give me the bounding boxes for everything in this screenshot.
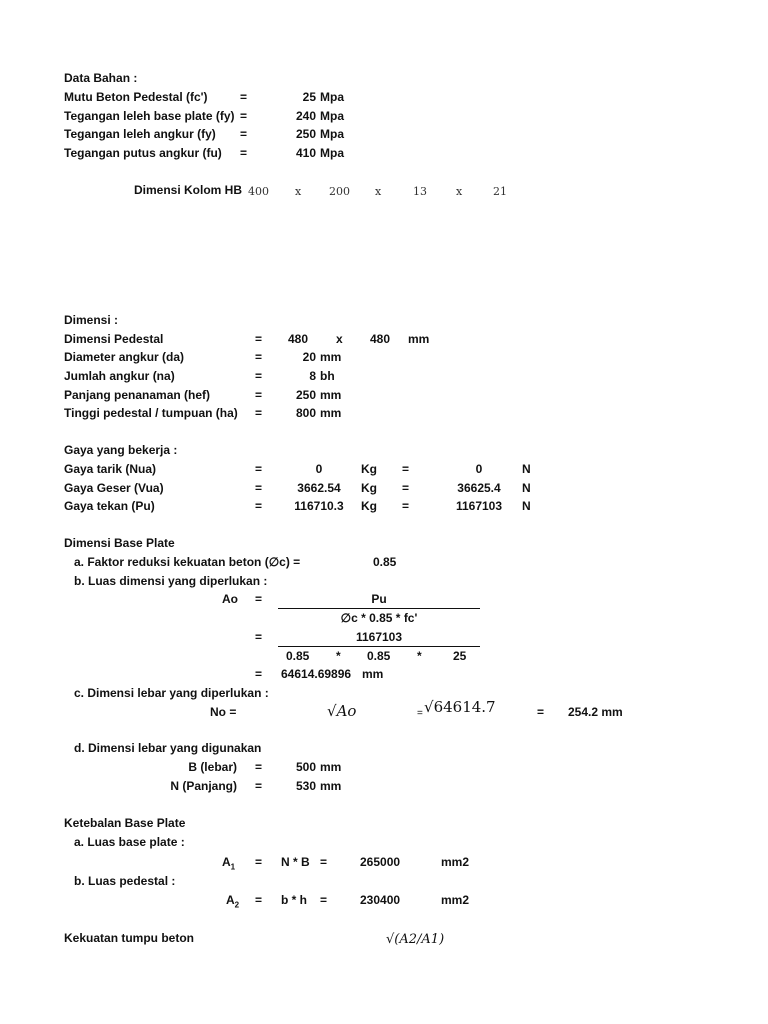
- pedestal-x: x: [336, 332, 343, 346]
- b-lebar-value: 500: [295, 760, 316, 774]
- eq-sign: =: [255, 462, 263, 476]
- mutu-beton-value: 25: [302, 90, 316, 104]
- kg-unit: Kg: [361, 481, 377, 495]
- fy-angkur-value: 250: [295, 127, 316, 141]
- sqrt-ao-expr: Ao: [336, 702, 357, 720]
- eq-sign: =: [402, 481, 410, 495]
- den-factor: 0.85: [367, 649, 391, 663]
- eq-sign: =: [402, 462, 410, 476]
- tinggi-pedestal-unit: mm: [320, 406, 342, 420]
- eq-sign: =: [255, 779, 263, 793]
- panjang-penanaman-unit: mm: [320, 388, 342, 402]
- a1-letter: A: [222, 855, 231, 869]
- sqrt-icon: √: [424, 698, 434, 716]
- ketebalan-heading: Ketebalan Base Plate: [64, 816, 186, 830]
- kekuatan-tumpu-label: Kekuatan tumpu beton: [64, 931, 195, 945]
- sqrt-icon: √: [327, 702, 337, 720]
- fy-base-plate-label: Tegangan leleh base plate (fy): [64, 109, 235, 123]
- fy-angkur-label: Tegangan leleh angkur (fy): [64, 127, 216, 141]
- sqrt-value: [424, 697, 496, 717]
- kolom-x: x: [375, 185, 382, 198]
- diameter-angkur-unit: mm: [320, 350, 342, 364]
- dimensi-kolom-label: Dimensi Kolom HB: [134, 183, 243, 197]
- eq-sign: =: [255, 893, 263, 907]
- fu-angkur-value: 410: [295, 146, 316, 160]
- fraction-denominator: ∅c * 0.85 * fc': [340, 611, 418, 625]
- kolom-d4: 21: [493, 185, 507, 198]
- pedestal-unit: mm: [408, 332, 430, 346]
- n-panjang-unit: mm: [320, 779, 342, 793]
- fu-angkur-label: Tegangan putus angkur (fu): [64, 146, 222, 160]
- b-lebar-label: B (lebar): [188, 760, 237, 774]
- luas-base-plate-label: a. Luas base plate :: [74, 835, 185, 849]
- faktor-reduksi-value: 0.85: [373, 555, 397, 569]
- a2-letter: A: [226, 893, 235, 907]
- eq-sign: =: [255, 332, 263, 346]
- n-panjang-label: N (Panjang): [170, 779, 237, 793]
- lebar-digunakan-label: d. Dimensi lebar yang digunakan: [74, 741, 262, 755]
- tinggi-pedestal-value: 800: [295, 406, 316, 420]
- kekuatan-formula: [386, 930, 444, 950]
- fraction-bar: [278, 608, 480, 609]
- sqrt-value-number: 64614.7: [433, 698, 496, 716]
- mutu-beton-unit: Mpa: [320, 90, 344, 104]
- eq-sign: =: [255, 499, 263, 513]
- eq-sign-small: =: [417, 708, 423, 719]
- eq-sign: =: [255, 406, 263, 420]
- kolom-d2: 200: [329, 185, 350, 198]
- pedestal-v1: 480: [287, 332, 308, 346]
- gaya-tarik-kg: 0: [315, 462, 323, 476]
- eq-sign: =: [240, 146, 248, 160]
- eq-sign: =: [240, 109, 248, 123]
- tinggi-pedestal-label: Tinggi pedestal / tumpuan (ha): [64, 406, 238, 420]
- mutu-beton-label: Mutu Beton Pedestal (fc'): [64, 90, 208, 104]
- kekuatan-formula-expr: (A2/A1): [394, 932, 445, 947]
- a2-unit: mm2: [441, 893, 470, 907]
- ao-symbol: Ao: [222, 592, 238, 606]
- ao-result-unit: mm: [362, 667, 384, 681]
- diameter-angkur-label: Diameter angkur (da): [64, 350, 185, 364]
- kolom-d3: 13: [413, 185, 427, 198]
- sqrt-icon: √: [386, 932, 395, 947]
- a2-expr: b * h: [281, 893, 307, 907]
- eq-sign: =: [255, 760, 263, 774]
- den-times: *: [417, 649, 422, 663]
- n-unit: N: [522, 481, 531, 495]
- gaya-tarik-label: Gaya tarik (Nua): [64, 462, 157, 476]
- kg-unit: Kg: [361, 462, 377, 476]
- dimensi-lebar-label: c. Dimensi lebar yang diperlukan :: [74, 686, 269, 700]
- luas-dimensi-label: b. Luas dimensi yang diperlukan :: [74, 574, 268, 588]
- fraction-numerator: Pu: [371, 592, 387, 606]
- fy-angkur-unit: Mpa: [320, 127, 344, 141]
- dimensi-pedestal-label: Dimensi Pedestal: [64, 332, 164, 346]
- den-times: *: [336, 649, 341, 663]
- dimensi-heading: Dimensi :: [64, 313, 119, 327]
- luas-pedestal-label: b. Luas pedestal :: [74, 874, 176, 888]
- eq-sign: =: [240, 127, 248, 141]
- a2-symbol: [226, 893, 239, 912]
- gaya-tekan-n: 1167103: [455, 499, 503, 513]
- eq-sign: =: [255, 369, 263, 383]
- eq-sign: =: [240, 90, 248, 104]
- gaya-geser-n: 36625.4: [457, 481, 501, 495]
- eq-sign: =: [255, 667, 263, 681]
- no-result: [568, 705, 623, 720]
- base-plate-heading: Dimensi Base Plate: [64, 536, 175, 550]
- ao-result: 64614.69896: [281, 667, 352, 681]
- no-symbol: No =: [210, 705, 237, 719]
- kolom-x: x: [295, 185, 302, 198]
- fu-angkur-unit: Mpa: [320, 146, 344, 160]
- fraction-numerator-value: 1167103: [355, 630, 403, 644]
- pedestal-v2: 480: [369, 332, 390, 346]
- gaya-geser-label: Gaya Geser (Vua): [64, 481, 164, 495]
- diameter-angkur-value: 20: [302, 350, 316, 364]
- n-unit: N: [522, 462, 531, 476]
- kolom-x: x: [456, 185, 463, 198]
- sqrt-ao: [327, 701, 356, 721]
- kolom-d1: 400: [248, 185, 269, 198]
- panjang-penanaman-value: 250: [295, 388, 316, 402]
- n-panjang-value: 530: [295, 779, 316, 793]
- gaya-geser-kg: 3662.54: [297, 481, 341, 495]
- a2-sub: 2: [234, 900, 240, 910]
- faktor-reduksi-label: a. Faktor reduksi kekuatan beton (∅c) =: [74, 555, 301, 569]
- data-bahan-heading: Data Bahan :: [64, 71, 138, 85]
- eq-sign: =: [402, 499, 410, 513]
- fy-base-plate-value: 240: [295, 109, 316, 123]
- a1-symbol: [222, 855, 235, 874]
- fy-base-plate-unit: Mpa: [320, 109, 344, 123]
- eq-sign: =: [255, 630, 263, 644]
- jumlah-angkur-label: Jumlah angkur (na): [64, 369, 175, 383]
- eq-sign: =: [255, 350, 263, 364]
- a2-value: 230400: [360, 893, 401, 907]
- den-phi: 0.85: [286, 649, 310, 663]
- gaya-tekan-kg: 116710.3: [294, 499, 344, 513]
- a1-unit: mm2: [441, 855, 470, 869]
- no-result-unit: mm: [601, 705, 623, 719]
- jumlah-angkur-unit: bh: [320, 369, 335, 383]
- gaya-heading: Gaya yang bekerja :: [64, 443, 178, 457]
- no-result-value: 254.2: [568, 705, 599, 719]
- gaya-tekan-label: Gaya tekan (Pu): [64, 499, 155, 513]
- panjang-penanaman-label: Panjang penanaman (hef): [64, 388, 211, 402]
- eq-sign: =: [255, 855, 263, 869]
- a1-expr: N * B: [281, 855, 310, 869]
- eq-sign: =: [537, 705, 545, 719]
- den-fc: 25: [453, 649, 467, 663]
- gaya-tarik-n: 0: [475, 462, 483, 476]
- eq-sign: =: [255, 481, 263, 495]
- a1-value: 265000: [360, 855, 401, 869]
- jumlah-angkur-value: 8: [309, 369, 316, 383]
- kg-unit: Kg: [361, 499, 377, 513]
- b-lebar-unit: mm: [320, 760, 342, 774]
- eq-sign: =: [255, 388, 263, 402]
- eq-sign: =: [255, 592, 263, 606]
- eq-sign: =: [320, 893, 328, 907]
- fraction-bar: [278, 646, 480, 647]
- n-unit: N: [522, 499, 531, 513]
- a1-sub: 1: [230, 862, 236, 872]
- eq-sign: =: [320, 855, 328, 869]
